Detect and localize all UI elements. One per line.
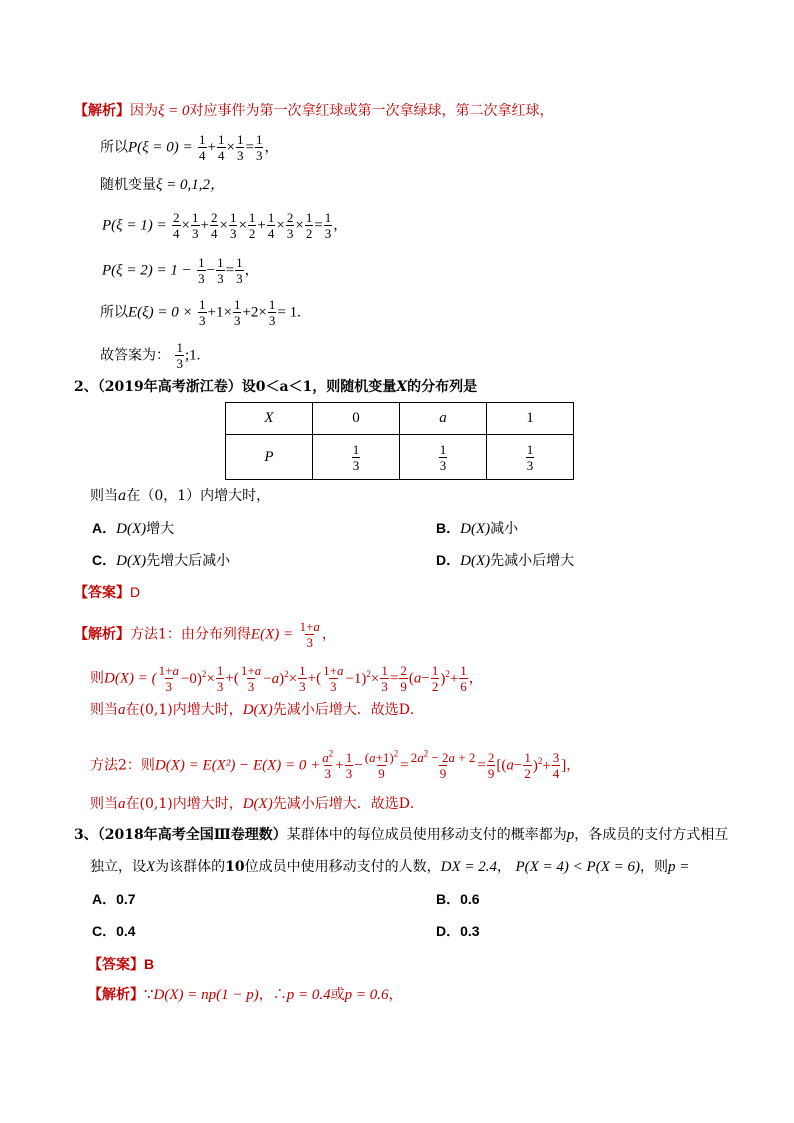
p-xi-2-line: P(ξ = 2) = 1 − $\frac{1}{3}$ − $\frac{1}{3}$ = $\frac{1}{3}$ ，	[102, 255, 259, 286]
q3-option-c: C．0.4	[92, 923, 136, 939]
p-xi-0-line: 所以P(ξ = 0) = $\frac{1}{4}$ + $\frac{1}{4}$ × $\frac{1}{3}$ = $\frac{1}{3}$ ，	[100, 132, 279, 163]
expectation-line: 所以E(ξ) = 0 × $\frac{1}{3}$ +1× $\frac{1}{3}$ +2× $\frac{1}{3}$ = 1.	[100, 297, 301, 328]
method-2-line: 方法2：则D(X) = E(X²) − E(X) = 0 + $\frac{a^2}{3}$ + $\frac{1}{3}$ − $\frac{(a+1)^2}{9}$ = $\frac{2a^2 - 2a + 2}{9}$ = $\frac{2}{9}$ [(a− $\frac{1}{2}$ )$^2$+ $\frac{3}{4}$ ]，	[90, 748, 581, 781]
question-3-stem-2: 独立，设X为该群体的10位成员中使用移动支付的人数，DX = 2.4， P(X = 4) < P(X = 6)，则p =	[90, 859, 690, 875]
question-2-stem: 2、（2019年高考浙江卷）设0＜a＜1，则随机变量X的分布列是	[74, 379, 478, 395]
table-row: P $\frac{1}{3}$ $\frac{1}{3}$ $\frac{1}{3}$	[226, 435, 574, 480]
option-c: C．D(X)先增大后减小	[92, 552, 231, 569]
conclusion-1: 则当a在(0,1)内增大时，D(X)先减小后增大．故选D．	[90, 702, 424, 718]
answer-line-1: 故答案为： $\frac{1}{3}$ ;1.	[100, 340, 201, 371]
q3-option-b: B．0.6	[436, 891, 480, 907]
conclusion-2: 则当a在(0,1)内增大时，D(X)先减小后增大．故选D．	[90, 796, 424, 812]
answer-2: 【答案】D	[74, 584, 141, 601]
fraction: $\frac{1}{3}$	[255, 132, 263, 163]
analysis-tag: 【解析】	[74, 103, 130, 119]
question-3-stem-1: 3、（2018年高考全国Ⅲ卷理数）某群体中的每位成员使用移动支付的概率都为p，各成员的支付方式相互	[74, 827, 729, 843]
random-variable-line: 随机变量ξ = 0,1,2，	[100, 177, 226, 193]
distribution-table	[225, 402, 574, 480]
q3-option-d: D．0.3	[436, 923, 480, 939]
option-a: A．D(X)增大	[92, 520, 175, 537]
q3-option-a: A．0.7	[92, 891, 136, 907]
answer-3: 【答案】B	[88, 956, 155, 973]
option-d: D．D(X)先减小后增大	[436, 552, 575, 569]
p-xi-1-line: P(ξ = 1) = $\frac{2}{4}$ × $\frac{1}{3}$ + $\frac{2}{4}$ × $\frac{1}{3}$ × $\frac{1}{2}$ + $\frac{1}{4}$ × $\frac{2}{3}$ × $\frac{1}{2}$ = $\frac{1}{3}$ ，	[102, 210, 348, 241]
fraction: $\frac{1}{3}$	[236, 132, 244, 163]
fraction: $\frac{1}{4}$	[218, 132, 225, 163]
fraction: $\frac{1}{4}$	[199, 132, 206, 163]
option-b: B．D(X)减小	[436, 520, 519, 537]
method-1-line: 【解析】方法1：由分布列得E(X) = $\frac{1+a}{3}$ ，	[74, 619, 336, 650]
question-2-ask: 则当a在（0，1）内增大时，	[90, 488, 271, 504]
table-row: X 0 a 1	[226, 403, 574, 435]
solution-1-line-1: 【解析】因为ξ = 0对应事件为第一次拿红球或第一次拿绿球，第二次拿红球，	[74, 103, 554, 119]
solution-3-line: 【解析】∵D(X) = np(1 − p)，∴p = 0.4或p = 0.6，	[88, 987, 403, 1003]
variance-line: 则D(X) = ( $\frac{1+a}{3}$ −0)$^2$× $\frac{1}{3}$ +( $\frac{1+a}{3}$ −a)$^2$× $\frac{1}{3}$ +( $\frac{1+a}{3}$ −1)$^2$× $\frac{1}{3}$ = $\frac{2}{9}$ (a− $\frac{1}{2}$ )$^2$+ $\frac{1}{6}$ ，	[90, 663, 483, 694]
